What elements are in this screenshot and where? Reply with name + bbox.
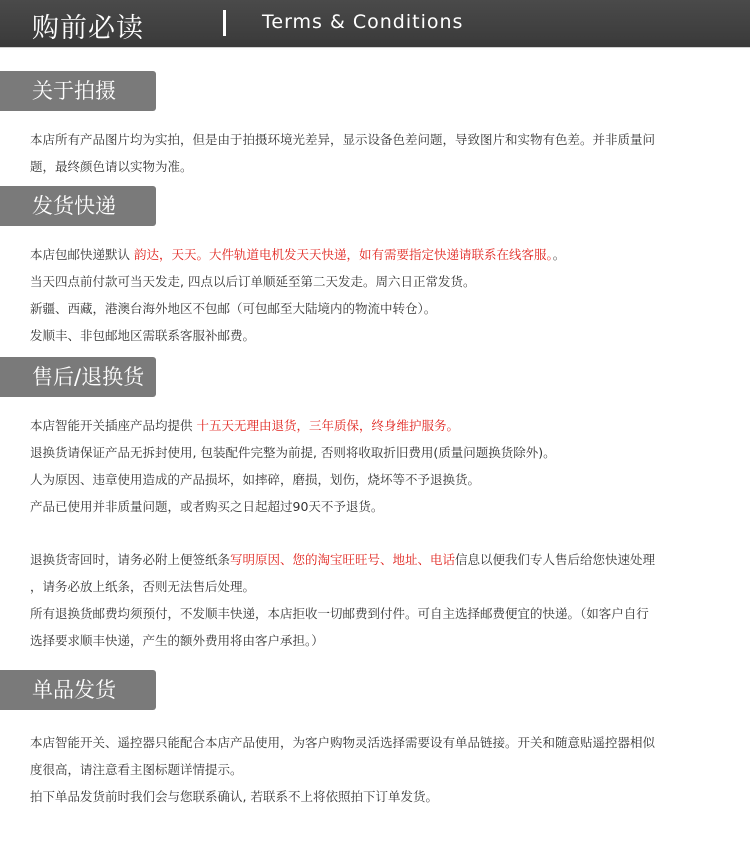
photo-line-1: 本店所有产品图片均为实拍，但是由于拍摄环境光差异，显示设备色差问题，导致图片和实物有色差。并非质量问: [30, 132, 656, 147]
section-tab-shipping: 发货快递: [0, 186, 156, 226]
shipping-default-label: 本店包邮快递默认: [30, 247, 134, 262]
photo-line-2: 题，最终颜色请以实物为准。: [30, 159, 193, 174]
header-title-en: Terms & Conditions: [262, 11, 464, 33]
shipping-line-1-end: 。: [552, 247, 566, 262]
section-tab-single-item: 单品发货: [0, 670, 156, 710]
return-note-line-3: 所有退换货邮费均须预付，不发顺丰快递，本店拒收一切邮费到付件。可自主选择邮费便宜的快递。（如客户自行: [30, 606, 649, 621]
single-item-line-3: 拍下单品发货前时我们会与您联系确认, 若联系不上将依照拍下订单发货。: [30, 789, 438, 804]
shipping-line-1: [30, 245, 565, 263]
return-note-line-4: 选择要求顺丰快递，产生的额外费用将由客户承担。）: [30, 633, 324, 648]
header-title-cn: 购前必读: [32, 13, 144, 44]
section-tab-photography: 关于拍摄: [0, 71, 156, 111]
single-item-line-1: 本店智能开关、遥控器只能配合本店产品使用，为客户购物灵活选择需要设有单品链接。开关和随意贴遥控器相似: [30, 735, 656, 750]
return-note-line-2: ，请务必放上纸条，否则无法售后处理。: [30, 579, 256, 594]
shipping-line-2: 当天四点前付款可当天发走, 四点以后订单顺延至第二天发走。周六日正常发货。: [30, 274, 476, 289]
return-note-highlight: 写明原因、您的淘宝旺旺号、地址、电话: [230, 552, 456, 567]
return-note-pre: 退换货寄回时，请务必附上便签纸条: [30, 552, 231, 567]
section-tab-after-sales: 售后/退换货: [0, 357, 156, 397]
return-note-post: 信息以便我们专人售后给您快速处理: [455, 552, 656, 567]
page-header: [0, 0, 750, 48]
after-sales-line-1: [30, 416, 459, 434]
shipping-line-3: 新疆、西藏，港澳台海外地区不包邮（可包邮至大陆境内的物流中转仓）。: [30, 301, 437, 316]
after-sales-guarantee-highlight: 十五天无理由退货，三年质保，终身维护服务。: [196, 418, 459, 433]
after-sales-line-4: 产品已使用并非质量问题，或者购买之日起超过90天不予退货。: [30, 499, 384, 514]
return-note-line-1: [30, 550, 655, 568]
after-sales-line-3: 人为原因、违章使用造成的产品损坏，如摔碎，磨损，划伤，烧坏等不予退换货。: [30, 472, 481, 487]
shipping-couriers-highlight: 韵达，天天。大件轨道电机发天天快递，如有需要指定快递请联系在线客服。: [133, 247, 553, 262]
after-sales-intro: 本店智能开关插座产品均提供: [30, 418, 197, 433]
after-sales-line-2: 退换货请保证产品无拆封使用, 包装配件完整为前提, 否则将收取折旧费用(质量问题换货除外)。: [30, 445, 556, 460]
header-separator: [223, 10, 226, 36]
single-item-line-2: 度很高，请注意看主图标题详情提示。: [30, 762, 243, 777]
shipping-line-4: 发顺丰、非包邮地区需联系客服补邮费。: [30, 328, 256, 343]
